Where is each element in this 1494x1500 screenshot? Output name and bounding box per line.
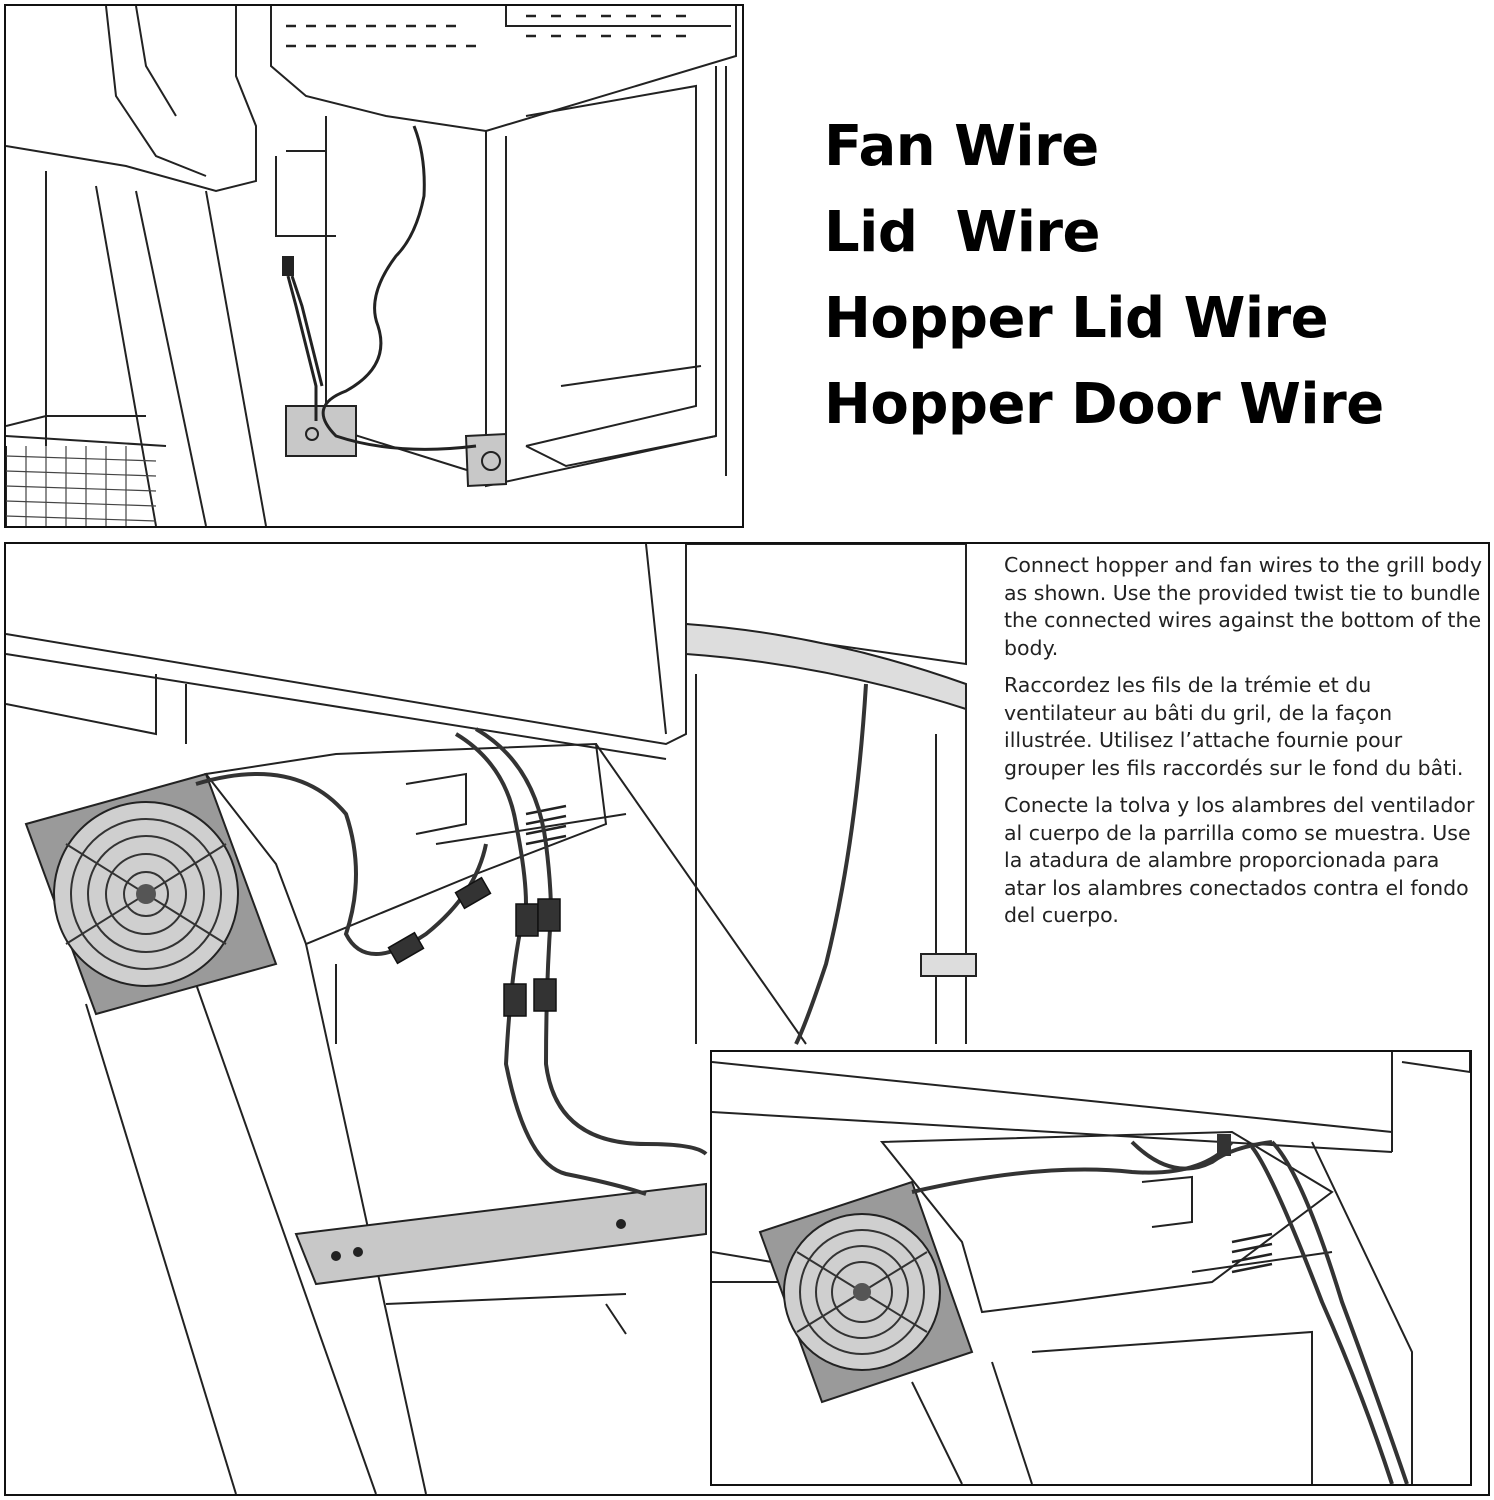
inset-bundle-a [1252, 1147, 1392, 1484]
lid-wire-label: Lid Wire [824, 200, 1101, 265]
instruction-english: Connect hopper and fan wires to the grill body as shown. Use the provided twist tie to bundle the connected wires against the bottom of the body. [1004, 553, 1483, 660]
lid-wire [796, 684, 866, 1044]
inset-detail [710, 1050, 1472, 1486]
hopper-top [271, 6, 736, 131]
hopper-door-wire-label: Hopper Door Wire [824, 372, 1384, 437]
fan-wire-b [292, 276, 322, 386]
instruction-text [1004, 552, 1484, 940]
front-leg [86, 1004, 236, 1494]
connector [516, 904, 538, 936]
instruction-spanish: Conecte la tolva y los alambres del ventilador al cuerpo de la parrilla como se muestra. Use la atadura de alambre proporcionada para atar los alambres conectados contra el fondo del cuerpo. [1004, 793, 1475, 927]
grill-body-outline [6, 6, 256, 191]
wire-label-list [824, 104, 1384, 448]
hopper-wire-a [456, 734, 646, 1194]
hopper-drawing [6, 6, 742, 526]
lid-wire [323, 126, 476, 449]
connector [456, 878, 491, 909]
wire-connector [282, 256, 294, 276]
inset-drawing [712, 1052, 1470, 1484]
hopper-body [486, 66, 716, 486]
inset-bundle-b [1272, 1142, 1407, 1484]
inset-grill-body [712, 1052, 1392, 1132]
hopper-wiring-illustration [4, 4, 744, 528]
grill-body-edge [6, 544, 686, 744]
instruction-french: Raccordez les fils de la trémie et du ventilateur au bâti du gril, de la façon illustrée. Utilisez l’attache fournie pour grouper les fils raccordés sur le fond du bâti. [1004, 673, 1464, 780]
hopper-lid-wire-label: Hopper Lid Wire [824, 286, 1329, 351]
mount-plate [286, 406, 356, 456]
cross-brace [296, 1184, 706, 1284]
inset-housing [882, 1132, 1332, 1312]
twist-tie [1217, 1134, 1231, 1156]
fan-unit [26, 774, 276, 1014]
fan-wire-label: Fan Wire [824, 114, 1099, 179]
